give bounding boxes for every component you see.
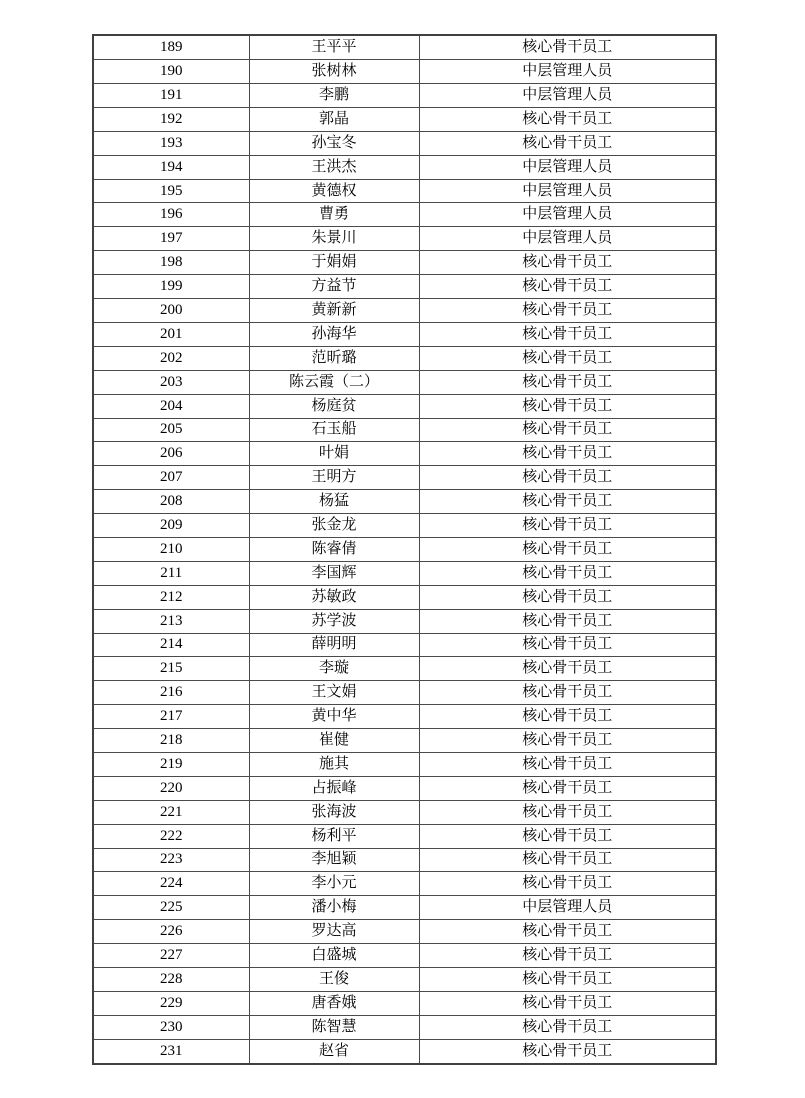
employee-category-cell: 核心骨干员工 bbox=[419, 299, 716, 323]
table-row bbox=[93, 920, 716, 944]
employee-category-cell: 核心骨干员工 bbox=[419, 967, 716, 991]
employee-name-cell: 黄新新 bbox=[249, 299, 419, 323]
employee-name-cell: 王洪杰 bbox=[249, 155, 419, 179]
employee-category-cell: 核心骨干员工 bbox=[419, 872, 716, 896]
employee-category-cell: 核心骨干员工 bbox=[419, 466, 716, 490]
employee-name-cell: 张海波 bbox=[249, 800, 419, 824]
employee-category-cell: 中层管理人员 bbox=[419, 896, 716, 920]
table-row bbox=[93, 394, 716, 418]
row-number-cell: 209 bbox=[93, 514, 249, 538]
row-number-cell: 210 bbox=[93, 537, 249, 561]
row-number-cell: 224 bbox=[93, 872, 249, 896]
row-number-cell: 189 bbox=[93, 35, 249, 60]
table-row bbox=[93, 203, 716, 227]
employee-category-cell: 核心骨干员工 bbox=[419, 322, 716, 346]
employee-category-cell: 核心骨干员工 bbox=[419, 1015, 716, 1039]
employee-name-cell: 郭晶 bbox=[249, 107, 419, 131]
employee-roster-body bbox=[93, 35, 716, 1064]
employee-name-cell: 白盛城 bbox=[249, 944, 419, 968]
row-number-cell: 216 bbox=[93, 681, 249, 705]
employee-name-cell: 曹勇 bbox=[249, 203, 419, 227]
employee-category-cell: 核心骨干员工 bbox=[419, 609, 716, 633]
employee-name-cell: 叶娟 bbox=[249, 442, 419, 466]
row-number-cell: 227 bbox=[93, 944, 249, 968]
employee-category-cell: 中层管理人员 bbox=[419, 60, 716, 84]
table-row bbox=[93, 322, 716, 346]
employee-category-cell: 核心骨干员工 bbox=[419, 370, 716, 394]
employee-name-cell: 黄德权 bbox=[249, 179, 419, 203]
table-row bbox=[93, 275, 716, 299]
employee-category-cell: 核心骨干员工 bbox=[419, 35, 716, 60]
employee-name-cell: 陈睿倩 bbox=[249, 537, 419, 561]
row-number-cell: 195 bbox=[93, 179, 249, 203]
table-row bbox=[93, 466, 716, 490]
row-number-cell: 193 bbox=[93, 131, 249, 155]
table-row bbox=[93, 346, 716, 370]
employee-name-cell: 张树林 bbox=[249, 60, 419, 84]
row-number-cell: 226 bbox=[93, 920, 249, 944]
row-number-cell: 199 bbox=[93, 275, 249, 299]
row-number-cell: 230 bbox=[93, 1015, 249, 1039]
employee-name-cell: 赵省 bbox=[249, 1039, 419, 1064]
table-row bbox=[93, 657, 716, 681]
row-number-cell: 212 bbox=[93, 585, 249, 609]
employee-roster-table bbox=[92, 34, 717, 1065]
row-number-cell: 197 bbox=[93, 227, 249, 251]
table-row bbox=[93, 107, 716, 131]
table-row bbox=[93, 872, 716, 896]
table-row bbox=[93, 251, 716, 275]
row-number-cell: 194 bbox=[93, 155, 249, 179]
employee-name-cell: 唐香娥 bbox=[249, 991, 419, 1015]
row-number-cell: 206 bbox=[93, 442, 249, 466]
employee-name-cell: 李旭颖 bbox=[249, 848, 419, 872]
table-row bbox=[93, 633, 716, 657]
employee-category-cell: 核心骨干员工 bbox=[419, 490, 716, 514]
employee-category-cell: 中层管理人员 bbox=[419, 227, 716, 251]
employee-name-cell: 崔健 bbox=[249, 729, 419, 753]
table-row bbox=[93, 227, 716, 251]
row-number-cell: 191 bbox=[93, 84, 249, 108]
row-number-cell: 204 bbox=[93, 394, 249, 418]
row-number-cell: 208 bbox=[93, 490, 249, 514]
employee-name-cell: 王俊 bbox=[249, 967, 419, 991]
row-number-cell: 217 bbox=[93, 705, 249, 729]
table-row bbox=[93, 84, 716, 108]
row-number-cell: 221 bbox=[93, 800, 249, 824]
row-number-cell: 203 bbox=[93, 370, 249, 394]
table-row bbox=[93, 609, 716, 633]
row-number-cell: 231 bbox=[93, 1039, 249, 1064]
employee-name-cell: 占振峰 bbox=[249, 776, 419, 800]
employee-name-cell: 孙海华 bbox=[249, 322, 419, 346]
employee-name-cell: 孙宝冬 bbox=[249, 131, 419, 155]
table-row bbox=[93, 60, 716, 84]
table-row bbox=[93, 490, 716, 514]
table-row bbox=[93, 514, 716, 538]
employee-name-cell: 李鹏 bbox=[249, 84, 419, 108]
employee-category-cell: 核心骨干员工 bbox=[419, 729, 716, 753]
employee-category-cell: 核心骨干员工 bbox=[419, 1039, 716, 1064]
row-number-cell: 218 bbox=[93, 729, 249, 753]
row-number-cell: 202 bbox=[93, 346, 249, 370]
row-number-cell: 228 bbox=[93, 967, 249, 991]
table-row bbox=[93, 991, 716, 1015]
employee-category-cell: 核心骨干员工 bbox=[419, 800, 716, 824]
table-row bbox=[93, 848, 716, 872]
table-row bbox=[93, 1039, 716, 1064]
employee-name-cell: 李国辉 bbox=[249, 561, 419, 585]
table-row bbox=[93, 561, 716, 585]
employee-category-cell: 核心骨干员工 bbox=[419, 633, 716, 657]
employee-category-cell: 核心骨干员工 bbox=[419, 442, 716, 466]
table-row bbox=[93, 944, 716, 968]
table-row bbox=[93, 896, 716, 920]
employee-category-cell: 核心骨干员工 bbox=[419, 848, 716, 872]
row-number-cell: 198 bbox=[93, 251, 249, 275]
employee-name-cell: 王文娟 bbox=[249, 681, 419, 705]
employee-name-cell: 黄中华 bbox=[249, 705, 419, 729]
employee-name-cell: 陈云霞（二） bbox=[249, 370, 419, 394]
employee-name-cell: 杨利平 bbox=[249, 824, 419, 848]
row-number-cell: 190 bbox=[93, 60, 249, 84]
table-row bbox=[93, 179, 716, 203]
table-row bbox=[93, 155, 716, 179]
row-number-cell: 222 bbox=[93, 824, 249, 848]
table-row bbox=[93, 299, 716, 323]
employee-category-cell: 核心骨干员工 bbox=[419, 346, 716, 370]
table-row bbox=[93, 681, 716, 705]
employee-category-cell: 核心骨干员工 bbox=[419, 537, 716, 561]
row-number-cell: 229 bbox=[93, 991, 249, 1015]
table-row bbox=[93, 585, 716, 609]
table-row bbox=[93, 131, 716, 155]
table-row bbox=[93, 824, 716, 848]
employee-category-cell: 中层管理人员 bbox=[419, 155, 716, 179]
employee-name-cell: 石玉船 bbox=[249, 418, 419, 442]
employee-category-cell: 核心骨干员工 bbox=[419, 824, 716, 848]
employee-name-cell: 朱景川 bbox=[249, 227, 419, 251]
table-row bbox=[93, 442, 716, 466]
employee-category-cell: 核心骨干员工 bbox=[419, 752, 716, 776]
row-number-cell: 192 bbox=[93, 107, 249, 131]
row-number-cell: 215 bbox=[93, 657, 249, 681]
employee-category-cell: 核心骨干员工 bbox=[419, 561, 716, 585]
employee-name-cell: 张金龙 bbox=[249, 514, 419, 538]
employee-name-cell: 施其 bbox=[249, 752, 419, 776]
employee-category-cell: 核心骨干员工 bbox=[419, 251, 716, 275]
employee-category-cell: 核心骨干员工 bbox=[419, 681, 716, 705]
employee-category-cell: 核心骨干员工 bbox=[419, 514, 716, 538]
table-row bbox=[93, 776, 716, 800]
employee-name-cell: 王平平 bbox=[249, 35, 419, 60]
employee-name-cell: 李璇 bbox=[249, 657, 419, 681]
employee-name-cell: 杨猛 bbox=[249, 490, 419, 514]
table-row bbox=[93, 729, 716, 753]
row-number-cell: 219 bbox=[93, 752, 249, 776]
table-row bbox=[93, 35, 716, 60]
row-number-cell: 220 bbox=[93, 776, 249, 800]
employee-category-cell: 核心骨干员工 bbox=[419, 776, 716, 800]
employee-category-cell: 核心骨干员工 bbox=[419, 585, 716, 609]
employee-name-cell: 陈智慧 bbox=[249, 1015, 419, 1039]
table-row bbox=[93, 418, 716, 442]
employee-name-cell: 李小元 bbox=[249, 872, 419, 896]
employee-category-cell: 核心骨干员工 bbox=[419, 131, 716, 155]
table-row bbox=[93, 800, 716, 824]
row-number-cell: 211 bbox=[93, 561, 249, 585]
employee-category-cell: 核心骨干员工 bbox=[419, 944, 716, 968]
employee-name-cell: 薛明明 bbox=[249, 633, 419, 657]
employee-name-cell: 罗达高 bbox=[249, 920, 419, 944]
row-number-cell: 214 bbox=[93, 633, 249, 657]
table-row bbox=[93, 1015, 716, 1039]
employee-category-cell: 核心骨干员工 bbox=[419, 705, 716, 729]
employee-category-cell: 核心骨干员工 bbox=[419, 418, 716, 442]
row-number-cell: 207 bbox=[93, 466, 249, 490]
row-number-cell: 213 bbox=[93, 609, 249, 633]
employee-name-cell: 王明方 bbox=[249, 466, 419, 490]
employee-name-cell: 杨庭贫 bbox=[249, 394, 419, 418]
employee-name-cell: 于娟娟 bbox=[249, 251, 419, 275]
employee-category-cell: 核心骨干员工 bbox=[419, 394, 716, 418]
row-number-cell: 205 bbox=[93, 418, 249, 442]
employee-category-cell: 核心骨干员工 bbox=[419, 657, 716, 681]
row-number-cell: 223 bbox=[93, 848, 249, 872]
employee-category-cell: 核心骨干员工 bbox=[419, 275, 716, 299]
table-row bbox=[93, 537, 716, 561]
employee-name-cell: 苏敏政 bbox=[249, 585, 419, 609]
employee-category-cell: 中层管理人员 bbox=[419, 84, 716, 108]
employee-category-cell: 中层管理人员 bbox=[419, 179, 716, 203]
row-number-cell: 225 bbox=[93, 896, 249, 920]
row-number-cell: 201 bbox=[93, 322, 249, 346]
employee-category-cell: 中层管理人员 bbox=[419, 203, 716, 227]
table-row bbox=[93, 967, 716, 991]
row-number-cell: 200 bbox=[93, 299, 249, 323]
employee-name-cell: 方益节 bbox=[249, 275, 419, 299]
employee-name-cell: 范昕璐 bbox=[249, 346, 419, 370]
table-row bbox=[93, 752, 716, 776]
employee-category-cell: 核心骨干员工 bbox=[419, 920, 716, 944]
row-number-cell: 196 bbox=[93, 203, 249, 227]
employee-name-cell: 潘小梅 bbox=[249, 896, 419, 920]
employee-name-cell: 苏学波 bbox=[249, 609, 419, 633]
employee-category-cell: 核心骨干员工 bbox=[419, 991, 716, 1015]
table-row bbox=[93, 370, 716, 394]
employee-category-cell: 核心骨干员工 bbox=[419, 107, 716, 131]
table-row bbox=[93, 705, 716, 729]
